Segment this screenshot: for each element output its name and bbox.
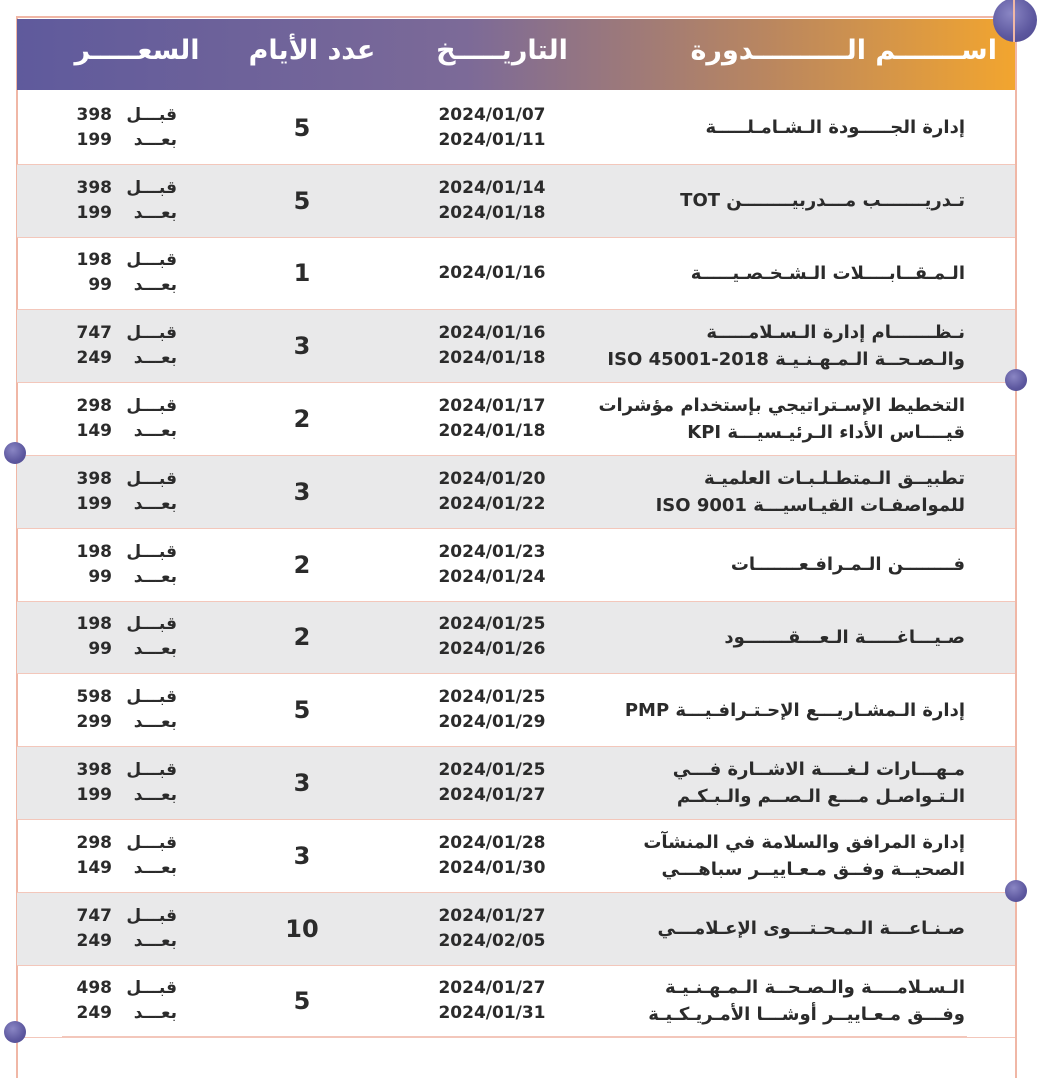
price-before-label: قبـــل	[126, 250, 177, 271]
course-days: 2	[293, 405, 311, 434]
course-dates	[417, 456, 567, 528]
price-before	[57, 685, 177, 710]
course-dates	[417, 529, 567, 601]
price-before-label: قبـــل	[126, 905, 177, 926]
price-before-label: قبـــل	[126, 760, 177, 781]
price-before-value: 398	[76, 104, 112, 125]
course-date: 2024/01/17	[438, 396, 546, 417]
price-after-label: بعـــد	[133, 566, 177, 587]
course-name-line: قيــــاس الأداء الـرئيـسيـــة KPI	[687, 422, 965, 444]
course-name-line: والـصـحــة الـمـهـنـيـة 2018-45001 ISO	[607, 349, 965, 371]
price-after-label: بعـــد	[133, 275, 177, 296]
price-after-value: 149	[76, 857, 112, 878]
course-days: 5	[293, 696, 311, 725]
header-date: التاريـــــخ	[436, 35, 568, 66]
price-before-value: 198	[76, 541, 112, 562]
course-name-line: إدارة المرافق والسلامة في المنشآت	[643, 831, 965, 853]
decorative-dot	[993, 0, 1037, 42]
price-before	[57, 467, 177, 492]
price-before-label: قبـــل	[126, 396, 177, 417]
price-after	[57, 492, 177, 517]
course-date: 2024/01/26	[438, 639, 546, 660]
price-after	[57, 565, 177, 590]
price-before	[57, 394, 177, 419]
price-after-label: بعـــد	[133, 857, 177, 878]
decorative-dot	[1005, 369, 1027, 391]
course-price	[57, 238, 177, 310]
course-price	[57, 92, 177, 164]
price-before	[57, 758, 177, 783]
course-price	[57, 966, 177, 1038]
price-before-value: 398	[76, 468, 112, 489]
course-dates	[417, 92, 567, 164]
course-name-line: إدارة الجـــــودة الـشـامـلـــــة	[705, 117, 965, 139]
price-after-value: 99	[88, 566, 112, 587]
course-name	[595, 310, 965, 382]
course-days: 3	[293, 769, 311, 798]
course-dates	[417, 383, 567, 455]
price-before-label: قبـــل	[126, 687, 177, 708]
course-name	[595, 893, 965, 965]
price-before-label: قبـــل	[126, 104, 177, 125]
price-after-value: 299	[76, 712, 112, 733]
course-price	[57, 820, 177, 892]
course-date: 2024/01/18	[438, 421, 546, 442]
decorative-dot	[4, 442, 26, 464]
course-name-line: وفـــق مـعـاييــر أوشـــا الأمـريـكـيـة	[648, 1004, 965, 1026]
table-row	[17, 165, 1015, 238]
price-before-label: قبـــل	[126, 832, 177, 853]
price-after-label: بعـــد	[133, 421, 177, 442]
course-date: 2024/01/07	[438, 104, 546, 125]
course-name-line: الصحيــة وفــق مـعـاييــر سباهـــي	[661, 858, 965, 880]
course-date: 2024/01/25	[438, 614, 546, 635]
table-row	[17, 747, 1015, 820]
course-date: 2024/01/18	[438, 348, 546, 369]
course-date: 2024/01/24	[438, 566, 546, 587]
course-price	[57, 165, 177, 237]
price-after-value: 149	[76, 421, 112, 442]
price-after-value: 199	[76, 785, 112, 806]
course-name	[595, 92, 965, 164]
decorative-dot	[4, 1021, 26, 1043]
course-name-line: الـسـلامــــة والـصـحــة الـمـهـنـيـة	[664, 977, 965, 999]
course-price	[57, 602, 177, 674]
course-name-line: الـتـواصـل مـــع الـصــم والـبـكـم	[676, 786, 965, 808]
course-name	[595, 966, 965, 1038]
course-name	[595, 602, 965, 674]
price-after-label: بعـــد	[133, 129, 177, 150]
price-before-value: 198	[76, 250, 112, 271]
price-before	[57, 976, 177, 1001]
price-after-value: 199	[76, 202, 112, 223]
price-after-value: 249	[76, 930, 112, 951]
course-name	[595, 238, 965, 310]
course-dates	[417, 602, 567, 674]
course-name-line: الـمـقــابــــلات الـشـخـصـيـــــة	[690, 262, 965, 284]
frame-top-line	[17, 16, 1017, 18]
course-table-body	[17, 92, 1015, 1038]
frame-right-line	[1015, 16, 1017, 1078]
course-name	[595, 674, 965, 746]
price-before-label: قبـــل	[126, 541, 177, 562]
table-row	[17, 383, 1015, 456]
course-days: 3	[293, 332, 311, 361]
course-date: 2024/01/27	[438, 905, 546, 926]
course-name	[595, 529, 965, 601]
price-after-label: بعـــد	[133, 639, 177, 660]
course-days: 10	[285, 914, 319, 943]
course-name-line: نـظـــــــام إدارة الـسـلامـــــة	[706, 322, 965, 344]
price-before-label: قبـــل	[126, 468, 177, 489]
price-after-label: بعـــد	[133, 712, 177, 733]
price-after-label: بعـــد	[133, 1003, 177, 1024]
course-dates	[417, 310, 567, 382]
course-date: 2024/01/28	[438, 832, 546, 853]
table-row	[17, 820, 1015, 893]
course-date: 2024/01/27	[438, 978, 546, 999]
decorative-dot	[1005, 880, 1027, 902]
course-price	[57, 674, 177, 746]
course-days: 3	[293, 477, 311, 506]
course-name-line: فــــــــن الـمـرافـعـــــــات	[730, 554, 965, 576]
course-days: 1	[293, 259, 311, 288]
price-after-value: 99	[88, 275, 112, 296]
price-before-label: قبـــل	[126, 177, 177, 198]
course-price	[57, 529, 177, 601]
course-date: 2024/01/25	[438, 760, 546, 781]
course-date: 2024/01/22	[438, 493, 546, 514]
price-before-value: 298	[76, 832, 112, 853]
price-before-value: 398	[76, 760, 112, 781]
course-date: 2024/01/23	[438, 541, 546, 562]
price-before-value: 498	[76, 978, 112, 999]
price-before	[57, 248, 177, 273]
table-bottom-line	[62, 1036, 967, 1037]
course-date: 2024/01/30	[438, 857, 546, 878]
price-after-label: بعـــد	[133, 348, 177, 369]
price-after-value: 249	[76, 348, 112, 369]
price-after-label: بعـــد	[133, 930, 177, 951]
price-before-value: 747	[76, 323, 112, 344]
table-row	[17, 893, 1015, 966]
header-days: عدد الأيام	[248, 35, 376, 66]
price-before-value: 298	[76, 396, 112, 417]
price-after	[57, 856, 177, 881]
price-after-value: 199	[76, 493, 112, 514]
course-dates	[417, 966, 567, 1038]
table-row	[17, 238, 1015, 311]
price-after	[57, 1001, 177, 1026]
course-name-line: للمواصفـات القيـاسيـــة ISO 9001	[655, 494, 965, 516]
course-price	[57, 310, 177, 382]
price-after-value: 199	[76, 129, 112, 150]
price-after	[57, 783, 177, 808]
course-days: 2	[293, 550, 311, 579]
price-after	[57, 637, 177, 662]
course-date: 2024/01/27	[438, 785, 546, 806]
course-name-line: صـنـاعـــة الـمـحـتـــوى الإعـلامـــي	[657, 918, 965, 940]
table-row	[17, 602, 1015, 675]
table-row	[17, 310, 1015, 383]
price-before-label: قبـــل	[126, 614, 177, 635]
course-price	[57, 383, 177, 455]
table-row	[17, 674, 1015, 747]
course-date: 2024/01/20	[438, 468, 546, 489]
course-name-line: تـدريـــــــب مـــدربيــــــــن TOT	[680, 190, 965, 212]
price-before-label: قبـــل	[126, 978, 177, 999]
price-before	[57, 321, 177, 346]
course-dates	[417, 820, 567, 892]
course-days: 2	[293, 623, 311, 652]
price-after	[57, 273, 177, 298]
price-after-value: 99	[88, 639, 112, 660]
price-after-value: 249	[76, 1003, 112, 1024]
course-days: 3	[293, 841, 311, 870]
course-price	[57, 456, 177, 528]
price-after	[57, 929, 177, 954]
course-name	[595, 456, 965, 528]
table-row	[17, 456, 1015, 529]
price-before-value: 598	[76, 687, 112, 708]
price-before	[57, 103, 177, 128]
header-course: اســـــــم الــــــــــدورة	[690, 35, 997, 66]
price-before	[57, 176, 177, 201]
price-after-label: بعـــد	[133, 202, 177, 223]
price-before-value: 747	[76, 905, 112, 926]
price-before-label: قبـــل	[126, 323, 177, 344]
price-before-value: 198	[76, 614, 112, 635]
price-after	[57, 710, 177, 735]
course-name	[595, 383, 965, 455]
table-row	[17, 966, 1015, 1039]
course-price	[57, 893, 177, 965]
price-after-label: بعـــد	[133, 493, 177, 514]
course-name	[595, 165, 965, 237]
course-name-line: مـهـــارات لـغــــة الاشــارة فـــي	[672, 759, 965, 781]
course-name-line: تطبيــق الـمتطـلـبـات العلميـة	[704, 467, 965, 489]
price-after	[57, 128, 177, 153]
price-after	[57, 419, 177, 444]
course-date: 2024/01/31	[438, 1003, 546, 1024]
price-before-value: 398	[76, 177, 112, 198]
course-days: 5	[293, 113, 311, 142]
table-row	[17, 92, 1015, 165]
course-date: 2024/01/29	[438, 712, 546, 733]
price-after-label: بعـــد	[133, 785, 177, 806]
course-date: 2024/01/11	[438, 129, 546, 150]
course-dates	[417, 674, 567, 746]
price-after	[57, 201, 177, 226]
course-price	[57, 747, 177, 819]
course-name-line: التخطيط الإسـتراتيجي بإستخدام مؤشرات	[598, 395, 965, 417]
table-row	[17, 529, 1015, 602]
price-before	[57, 540, 177, 565]
course-date: 2024/01/14	[438, 177, 546, 198]
course-dates	[417, 747, 567, 819]
course-name	[595, 747, 965, 819]
price-after	[57, 346, 177, 371]
price-before	[57, 904, 177, 929]
table-header	[17, 19, 1015, 90]
price-before	[57, 831, 177, 856]
course-date: 2024/01/18	[438, 202, 546, 223]
header-price: السعـــــر	[74, 35, 200, 66]
course-dates	[417, 165, 567, 237]
course-name-line: إدارة الـمشـاريـــع الإحـتـرافـيـــة PMP	[624, 699, 965, 721]
course-date: 2024/01/16	[438, 262, 546, 283]
course-dates	[417, 893, 567, 965]
course-name-line: صـيـــاغـــــة الـعـــقـــــــود	[724, 626, 965, 648]
price-before	[57, 612, 177, 637]
course-days: 5	[293, 186, 311, 215]
course-date: 2024/02/05	[438, 930, 546, 951]
course-dates	[417, 238, 567, 310]
course-days: 5	[293, 987, 311, 1016]
course-date: 2024/01/25	[438, 687, 546, 708]
course-date: 2024/01/16	[438, 323, 546, 344]
course-name	[595, 820, 965, 892]
